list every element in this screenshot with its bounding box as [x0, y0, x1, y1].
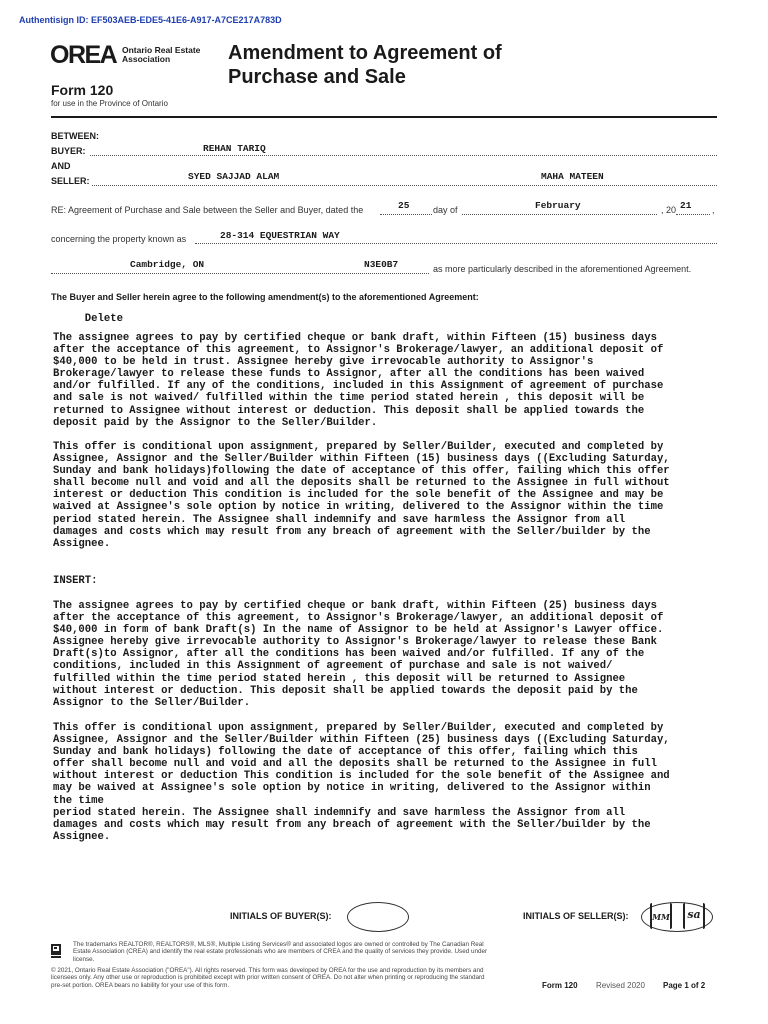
footer-page-number: Page 1 of 2	[663, 981, 706, 990]
seller-name-field-2[interactable]: MAHA MATEEN	[541, 171, 604, 182]
buyer-name-field[interactable]: REHAN TARIQ	[203, 143, 266, 154]
seller-line	[92, 185, 717, 186]
title-line-2: Purchase and Sale	[228, 66, 406, 88]
year-line	[676, 214, 710, 215]
between-label: BETWEEN:	[51, 131, 99, 141]
year-prefix: , 20	[661, 205, 677, 215]
footer-revised: Revised 2020	[596, 981, 645, 990]
footer-form-label: Form 120	[542, 981, 578, 990]
property-city-field[interactable]: Cambridge, ON	[130, 259, 205, 270]
buyer-line	[90, 155, 717, 156]
realtor-logo-icon	[51, 944, 61, 959]
orea-org-name	[122, 46, 200, 64]
buyer-initials-label: INITIALS OF BUYER(S):	[230, 911, 332, 921]
trademark-notice: The trademarks REALTOR®, REALTORS®, MLS®, Multiple Listing Services® and associated logos are owned or controlled by The Canadian Real Estate Association (CREA) and identify the real estate professionals who are members of CREA and the quality of services they provide. Used under license.	[73, 941, 488, 963]
title-line-1: Amendment to Agreement of	[228, 42, 502, 64]
header-rule	[51, 116, 717, 118]
insert-paragraph-1[interactable]: The assignee agrees to pay by certified cheque or bank draft, within Fifteen (25) business days after the acceptance of this agreement, to Assignor's Brokerage/lawyer, an additional deposit of $40,000 in form of bank Draft(s) In the name of Assignor to be held at Assignor's Lawyer office. Assignee hereby give irrevocable authority to Assignor's Brokerage/lawyer to release these Bank Draft(s)to Assignor, after all the conditions has been waived and/or fulfilled. If any of the conditions, included in this Assignment of agreement of purchase and sale is not waived/ fulfilled within the time period stated herein , this deposit will be returned to Assignee without interest or deduction. This deposit shall be applied towards the deposit paid by the Assignor to the Seller/Builder.	[53, 600, 664, 709]
seller-initials-label: INITIALS OF SELLER(S):	[523, 911, 629, 921]
orea-logo	[50, 43, 220, 71]
authentisign-id: Authentisign ID: EF503AEB-EDE5-41E6-A917-A7CE217A783D	[19, 15, 282, 25]
property-label: concerning the property known as	[51, 234, 187, 244]
seller-initial-2-text: sa	[687, 908, 701, 921]
delete-paragraph-2[interactable]: This offer is conditional upon assignment, prepared by Seller/Builder, executed and completed by Assignee, Assignor and the Seller/Builder within Fifteen (15) business days ((Excluding Saturday, Sunday and bank holidays)following the date of acceptance of this offer, failing which this offer shall become null and void and all the deposits shall be returned to the Assignee in full without interest or deduction This condition is included for the sole benefit of the Assignee and may be waived at Assignee's sole option by notice in writing, delivered to the Assignor within the time period stated herein. The Assignee shall indemnify and save harmless the Assignor from all damages and costs which may result from any breach of agreement with the Seller/builder by the Assignee.	[53, 441, 670, 550]
seller-initial-2-signature	[683, 903, 705, 929]
buyer-initials-field[interactable]	[347, 902, 409, 932]
property-suffix: as more particularly described in the aforementioned Agreement.	[433, 264, 692, 274]
seller-initial-1-text: MM	[652, 912, 670, 922]
insert-paragraph-2[interactable]: This offer is conditional upon assignment, prepared by Seller/Builder, executed and completed by Assignee, Assignor and the Seller/Builder within Fifteen (25) business days ((Excluding Saturday, Sunday and bank holidays) following the date of acceptance of this offer, failing which this offer shall become null and void and all the deposits shall be returned to the Assignee in full without interest or deduction This condition is included for the sole benefit of the Assignee and may be waived at Assignee's sole option by notice in writing, delivered to the Assignor within the time period stated herein. The Assignee shall indemnify and save harmless the Assignor from all damages and costs which may result from any breach of agreement with the Seller/builder by the Assignee.	[53, 722, 670, 843]
orea-org-line-1: Ontario Real Estate	[122, 45, 201, 55]
and-label: AND	[51, 161, 71, 171]
form-subtitle: for use in the Province of Ontario	[51, 99, 168, 108]
document-title	[228, 41, 502, 89]
property-line-2	[51, 273, 429, 274]
buyer-label: BUYER:	[51, 146, 86, 156]
delete-label: Delete	[53, 313, 123, 325]
month-line	[462, 214, 657, 215]
orea-org-line-2: Association	[122, 54, 171, 64]
property-postal-field[interactable]: N3E0B7	[364, 259, 399, 270]
year-suffix: ,	[712, 205, 715, 215]
property-line-1	[195, 243, 717, 244]
insert-label: INSERT:	[53, 575, 98, 587]
seller-label: SELLER:	[51, 176, 90, 186]
day-field[interactable]: 25	[398, 200, 410, 211]
year-field[interactable]: 21	[680, 200, 692, 211]
re-line-prefix: RE: Agreement of Purchase and Sale between the Seller and Buyer, dated the	[51, 205, 364, 215]
orea-logo-mark: OREA	[50, 41, 117, 69]
property-address-field[interactable]: 28-314 EQUESTRIAN WAY	[220, 230, 340, 241]
day-of-label: day of	[433, 205, 458, 215]
month-field[interactable]: February	[535, 200, 581, 211]
day-line	[380, 214, 432, 215]
amendment-intro: The Buyer and Seller herein agree to the following amendment(s) to the aforementioned Agreement:	[51, 292, 479, 302]
seller-name-field-1[interactable]: SYED SAJJAD ALAM	[188, 171, 280, 182]
form-number: Form 120	[51, 82, 114, 98]
seller-initial-1-signature	[650, 903, 672, 929]
copyright-notice: © 2021, Ontario Real Estate Association ("OREA"). All rights reserved. This form was developed by OREA for the use and reproduction by its members and licensees only. Any other use or reproduction is prohibited except with prior written consent of OREA. Do not alter when printing or reproducing the standard pre-set portion. OREA bears no liability for your use of this form.	[51, 967, 485, 989]
delete-paragraph-1[interactable]: The assignee agrees to pay by certified cheque or bank draft, within Fifteen (15) business days after the acceptance of this agreement, to Assignor's Brokerage/lawyer, an additional deposit of $40,000 to be held in trust. Assignee hereby give irrevocable authority to Assignor's Brokerage/lawyer to release these funds to Assignor, after all the conditions has been waived and/or fulfilled. If any of the conditions, included in this Assignment of agreement of purchase and sale is not waived/ fulfilled within the time period stated herein , this deposit will be returned to Assignee without interest or deduction. This deposit shall be applied towards the deposit paid by the Assignor to the Seller/Builder.	[53, 332, 664, 429]
